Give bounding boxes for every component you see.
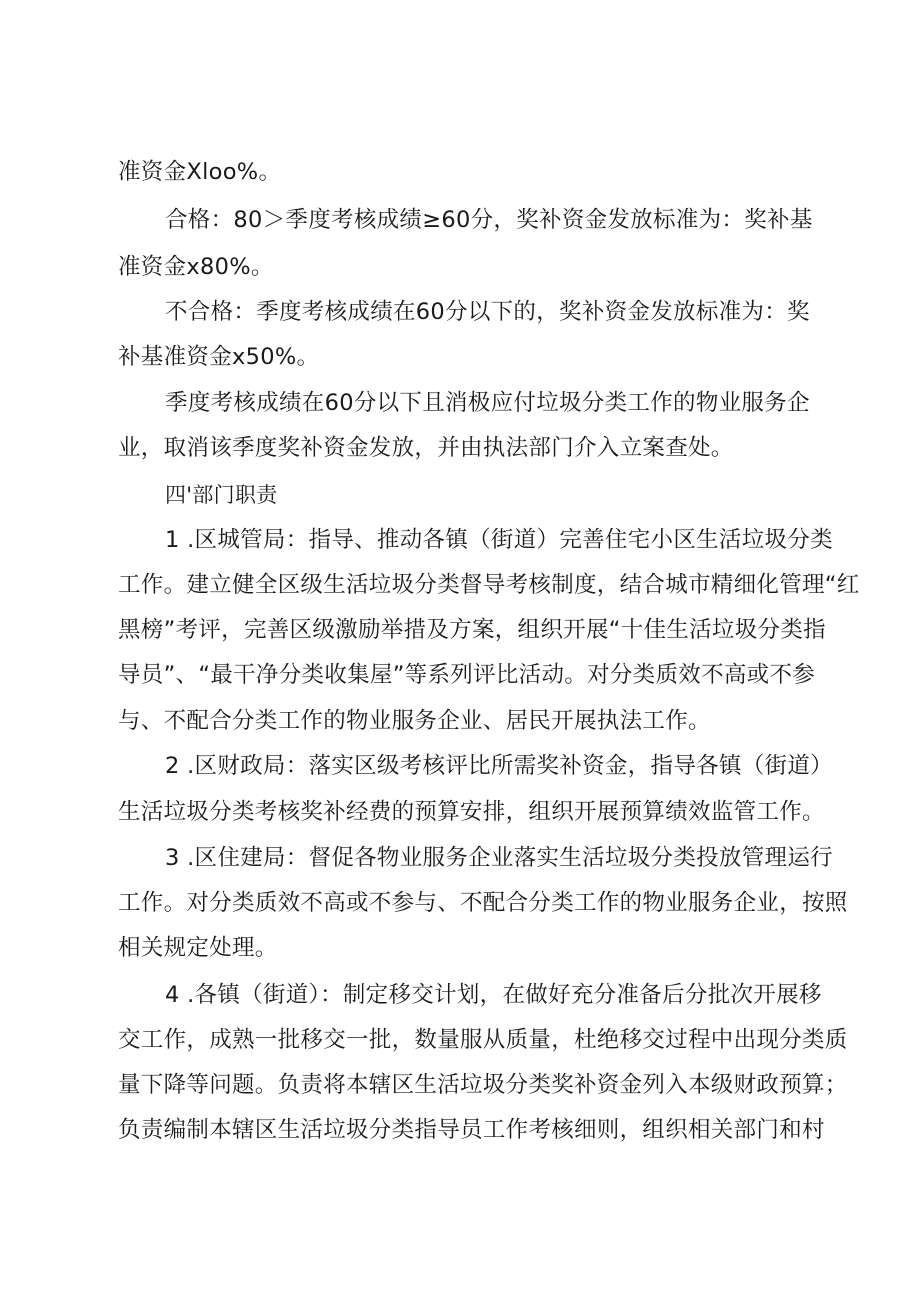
section-heading: 四'部门职责 — [165, 483, 278, 507]
text-line: 准资金x80%。 — [118, 254, 274, 280]
text-line: 合格：80＞季度考核成绩≥60分，奖补资金发放标准为：奖补基 — [165, 207, 813, 233]
text-line: 负责编制本辖区生活垃圾分类指导员工作考核细则，组织相关部门和村 — [118, 1117, 825, 1143]
text-line: 3 .区住建局：督促各物业服务企业落实生活垃圾分类投放管理运行 — [165, 845, 833, 871]
text-line: 业，取消该季度奖补资金发放，并由执法部门介入立案查处。 — [118, 435, 734, 461]
text-line: 工作。建立健全区级生活垃圾分类督导考核制度，结合城市精细化管理“红 — [118, 572, 860, 598]
text-line: 量下降等问题。负责将本辖区生活垃圾分类奖补资金列入本级财政预算； — [118, 1072, 848, 1098]
text-line: 不合格：季度考核成绩在60分以下的，奖补资金发放标准为：奖 — [165, 299, 810, 325]
text-line: 工作。对分类质效不高或不参与、不配合分类工作的物业服务企业，按照 — [118, 890, 848, 916]
text-line: 黑榜”考评，完善区级激励举措及方案，组织开展“十佳生活垃圾分类指 — [118, 617, 826, 643]
text-line: 相关规定处理。 — [118, 935, 278, 961]
text-line: 交工作，成熟一批移交一批，数量服从质量，杜绝移交过程中出现分类质 — [118, 1027, 848, 1053]
text-line: 准资金Xloo%。 — [118, 159, 282, 185]
text-line: 1 .区城管局：指导、推动各镇（街道）完善住宅小区生活垃圾分类 — [165, 527, 833, 553]
text-line: 与、不配合分类工作的物业服务企业、居民开展执法工作。 — [118, 708, 711, 734]
text-line: 生活垃圾分类考核奖补经费的预算安排，组织开展预算绩效监管工作。 — [118, 799, 825, 825]
text-line: 季度考核成绩在60分以下且消极应付垃圾分类工作的物业服务企 — [165, 390, 810, 416]
text-line: 补基准资金x50%。 — [118, 344, 320, 370]
text-line: 导员”、“最干净分类收集屋”等系列评比活动。对分类质效不高或不参 — [118, 662, 816, 688]
text-line: 2 .区财政局：落实区级考核评比所需奖补资金，指导各镇（街道） — [165, 753, 833, 779]
text-line: 4 .各镇（街道）：制定移交计划，在做好充分准备后分批次开展移 — [165, 982, 822, 1008]
